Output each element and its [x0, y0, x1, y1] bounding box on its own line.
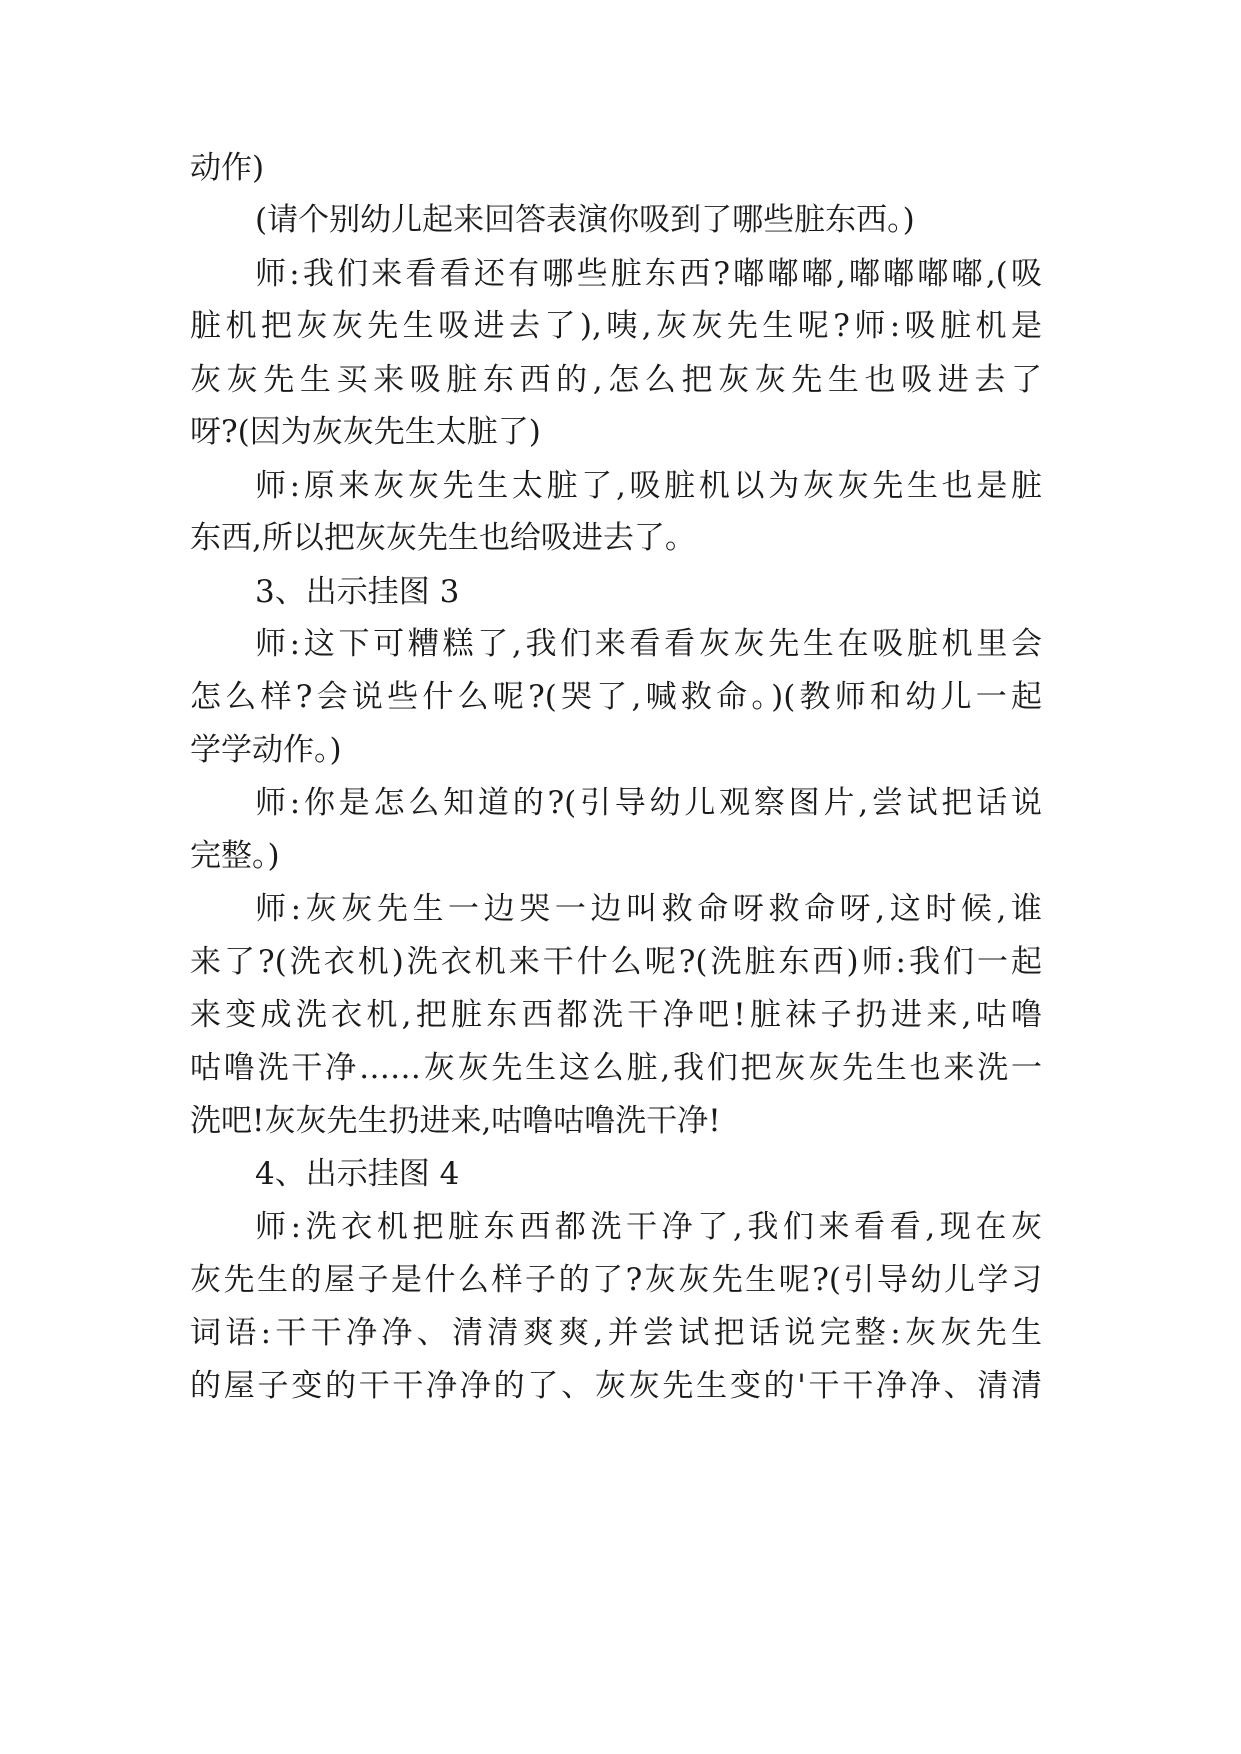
text-line: 来了?(洗衣机)洗衣机来干什么呢?(洗脏东西)师:我们一起 — [190, 944, 1042, 980]
text-line: (请个别幼儿起来回答表演你吸到了哪些脏东西。) — [255, 202, 915, 238]
text-line: 师:原来灰灰先生太脏了,吸脏机以为灰灰先生也是脏 — [255, 468, 1042, 504]
text-line: 完整。) — [190, 838, 280, 874]
text-line: 呀?(因为灰灰先生太脏了) — [190, 414, 541, 450]
text-line: 师:洗衣机把脏东西都洗干净了,我们来看看,现在灰 — [255, 1209, 1042, 1245]
text-line: 灰先生的屋子是什么样子的了?灰灰先生呢?(引导幼儿学习 — [190, 1262, 1042, 1298]
text-line: 的屋子变的干干净净的了、灰灰先生变的'干干净净、清清 — [190, 1368, 1042, 1404]
text-line: 东西,所以把灰灰先生也给吸进去了。 — [190, 520, 696, 556]
text-line: 来变成洗衣机,把脏东西都洗干净吧!脏袜子扔进来,咕噜 — [190, 997, 1042, 1033]
text-line: 词语:干干净净、清清爽爽,并尝试把话说完整:灰灰先生 — [190, 1315, 1042, 1351]
text-line: 咕噜洗干净……灰灰先生这么脏,我们把灰灰先生也来洗一 — [190, 1050, 1042, 1086]
section-heading: 3、出示挂图 3 — [255, 574, 460, 610]
text-line: 洗吧!灰灰先生扔进来,咕噜咕噜洗干净! — [190, 1103, 721, 1139]
text-line: 怎么样?会说些什么呢?(哭了,喊救命。)(教师和幼儿一起 — [190, 679, 1042, 715]
section-heading: 4、出示挂图 4 — [255, 1156, 460, 1192]
text-line: 师:我们来看看还有哪些脏东西?嘟嘟嘟,嘟嘟嘟嘟,(吸 — [255, 256, 1042, 292]
text-line: 动作) — [190, 150, 265, 186]
text-line: 灰灰先生买来吸脏东西的,怎么把灰灰先生也吸进去了 — [190, 362, 1042, 398]
text-line: 脏机把灰灰先生吸进去了),咦,灰灰先生呢?师:吸脏机是 — [190, 308, 1042, 344]
text-line: 学学动作。) — [190, 732, 342, 768]
text-line: 师:你是怎么知道的?(引导幼儿观察图片,尝试把话说 — [255, 785, 1042, 821]
text-line: 师:灰灰先生一边哭一边叫救命呀救命呀,这时候,谁 — [255, 891, 1042, 927]
text-line: 师:这下可糟糕了,我们来看看灰灰先生在吸脏机里会 — [255, 626, 1042, 662]
